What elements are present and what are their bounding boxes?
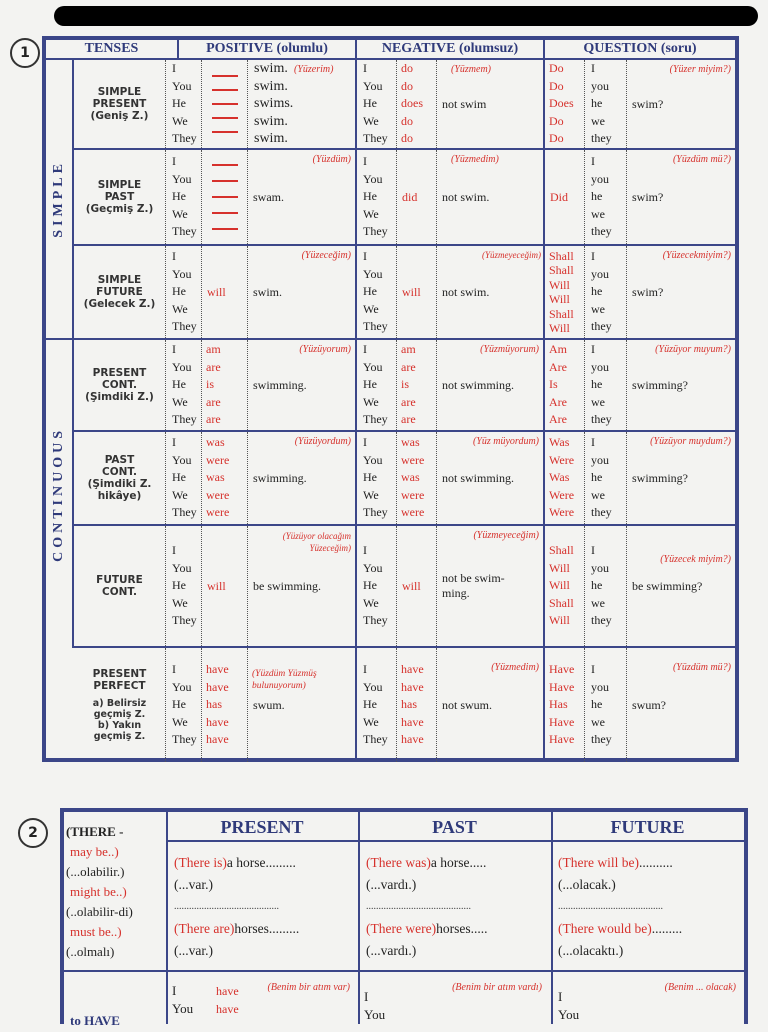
past-cell: (There was)a horse..... (...vardı.) .......................................... (There were)horses..... (...vardı.)	[366, 855, 488, 958]
pronouns: I You He We They	[166, 150, 202, 244]
neg-aux: have have has have have	[397, 648, 437, 762]
neg-verb: not swimming. (Yüz müyordum)	[437, 432, 545, 524]
tenses-table	[42, 36, 739, 762]
q-aux: Did	[545, 150, 585, 244]
there-table: PRESENT PAST FUTURE (THERE - may be..) (...olabilir.) might be..) (..olabilir-di) must be..) (..olmalı) (There is)a horse......... (...var.) .......................................... (There are)horses......... (...var.) (There was)a horse..... (...vardı.) .......................................... (There were)horses..... (...vardı.) (There will be).......... (...olacak.) .......................................... (There would be)......... (...olacaktı.) to HAVE I You have have (Benim bir atım var) I You (Benim bir atım vardı) I You (Benim ... olacak)	[60, 808, 748, 1024]
neg-pronouns: I You He We They	[357, 340, 397, 430]
row-simple-past	[74, 150, 735, 246]
q-verb: swimming? (Yüzüyor muydum?)	[632, 436, 731, 485]
tense-name: SIMPLE PAST (Geçmiş Z.)	[74, 150, 166, 244]
neg-pronouns: I You He We They	[357, 150, 397, 244]
header-tenses: TENSES	[46, 40, 179, 60]
pos-aux: am are is are are	[202, 340, 248, 430]
pronouns: I You He We They	[166, 246, 202, 338]
row-simple-future	[74, 246, 735, 340]
side-label-simple: SIMPLE	[46, 60, 74, 340]
side-label-continuous: CONTINUOUS	[46, 340, 74, 648]
redaction-bar	[54, 6, 758, 26]
pronouns: I You He We They	[166, 432, 202, 524]
positive-verb: swimming. (Yüzüyordum)	[248, 432, 357, 524]
to-have-label: to HAVE	[70, 1013, 120, 1028]
tense-name: SIMPLE PRESENT (Geniş Z.)	[74, 60, 166, 148]
section-number-1: 1	[10, 38, 40, 68]
neg-verb: not swim (Yüzmem)	[437, 60, 545, 148]
blank-dashes	[202, 60, 248, 148]
row-present-continuous	[74, 340, 735, 432]
pos-aux: have have has have have	[202, 648, 248, 762]
pronouns: I You He We They	[166, 60, 202, 148]
neg-verb: not be swim-ming. (Yüzmeyeceğim)	[437, 526, 545, 646]
col-divider	[166, 812, 168, 1024]
pronouns: I You He We They	[166, 648, 202, 762]
q-verb: be swimming? (Yüzecek miyim?)	[632, 554, 731, 593]
neg-pronouns: I You He We They	[357, 648, 397, 762]
q-aux: Have Have Has Have Have	[545, 648, 585, 762]
col-divider	[358, 812, 360, 1024]
q-aux: Shall Shall Will Will Shall Will	[545, 246, 585, 338]
future-cell: (There will be).......... (...olacak.) .......................................... (There would be)......... (...olacaktı.)	[558, 855, 683, 958]
neg-pronouns: I You He We They	[357, 432, 397, 524]
q-pronouns: I you he we they	[585, 340, 627, 430]
blank-dashes	[202, 150, 248, 244]
positive-verbs: swim. swim. swims. swim. swim. (Yüzerim)	[248, 60, 357, 148]
pos-aux: was were was were were	[202, 432, 248, 524]
q-aux: Do Do Does Do Do	[545, 60, 585, 148]
tense-name: PRESENT PERFECT a) Belirsiz geçmiş Z. b) Yakın geçmiş Z.	[46, 648, 166, 762]
neg-verb: not swimming. (Yüzmüyorum)	[437, 340, 545, 430]
header-question: QUESTION (soru)	[545, 40, 735, 60]
q-verb: swimming? (Yüzüyor muyum?)	[632, 344, 731, 392]
neg-verb: not swim. (Yüzmeyeceğim)	[437, 246, 545, 338]
header-negative: NEGATIVE (olumsuz)	[357, 40, 545, 60]
q-pronouns: I you he we they	[585, 432, 627, 524]
neg-aux: will	[397, 246, 437, 338]
row-present-perfect	[46, 648, 735, 762]
neg-pronouns: I You He We They	[357, 526, 397, 646]
col-divider	[551, 812, 553, 1024]
q-pronouns: I you he we they	[585, 246, 627, 338]
positive-verb: swam. (Yüzdüm)	[248, 150, 357, 244]
neg-aux: do do does do do	[397, 60, 437, 148]
header-past: PAST	[358, 812, 551, 842]
pos-aux: will	[202, 246, 248, 338]
q-aux: Am Are Is Are Are	[545, 340, 585, 430]
positive-verb: swim. (Yüzeceğim)	[248, 246, 357, 338]
header-future: FUTURE	[551, 812, 744, 842]
q-pronouns: I you he we they	[585, 648, 627, 762]
pos-aux: will	[202, 526, 248, 646]
tense-name: PRESENT CONT. (Şimdiki Z.)	[74, 340, 166, 430]
tense-name: FUTURE CONT.	[74, 526, 166, 646]
section-number-2: 2	[18, 818, 48, 848]
modal-column: (THERE - may be..) (...olabilir.) might be..) (..olabilir-di) must be..) (..olmalı)	[66, 824, 133, 959]
row-past-continuous	[74, 432, 735, 526]
positive-verb: swum. (Yüzdüm Yüzmüş bulunuyorum)	[248, 648, 357, 762]
q-pronouns: I you he we they	[585, 150, 627, 244]
positive-verb: be swimming. (Yüzüyor olacağım Yüzeceğim)	[248, 526, 357, 646]
header-present: PRESENT	[166, 812, 358, 842]
q-verb: swum? (Yüzdüm mü?)	[632, 662, 731, 712]
pronouns: I You He We They	[166, 526, 202, 646]
positive-verb: swimming. (Yüzüyorum)	[248, 340, 357, 430]
q-aux: Shall Will Will Shall Will	[545, 526, 585, 646]
neg-verb: not swim. (Yüzmedim)	[437, 150, 545, 244]
tense-name: PAST CONT. (Şimdiki Z. hikâye)	[74, 432, 166, 524]
tense-name: SIMPLE FUTURE (Gelecek Z.)	[74, 246, 166, 338]
header-positive: POSITIVE (olumlu)	[179, 40, 357, 60]
q-verb: swim? (Yüzecekmiyim?)	[632, 250, 731, 299]
neg-pronouns: I You He We They	[357, 246, 397, 338]
present-cell: (There is)a horse......... (...var.) .......................................... (There are)horses......... (...var.)	[174, 855, 300, 958]
neg-pronouns: I You He We They	[357, 60, 397, 148]
row-simple-present	[74, 60, 735, 150]
neg-aux: did	[397, 150, 437, 244]
row-future-continuous	[74, 526, 735, 648]
q-pronouns: I you he we they	[585, 526, 627, 646]
pronouns: I You He We They	[166, 340, 202, 430]
q-aux: Was Were Was Were Were	[545, 432, 585, 524]
neg-aux: was were was were were	[397, 432, 437, 524]
have-row-divider	[64, 970, 744, 972]
neg-verb: not swum. (Yüzmedim)	[437, 648, 545, 762]
q-pronouns: I you he we they	[585, 60, 627, 148]
neg-aux: will	[397, 526, 437, 646]
q-verb: swim? (Yüzdüm mü?)	[632, 154, 731, 204]
q-verb: swim? (Yüzer miyim?)	[632, 64, 731, 111]
neg-aux: am are is are are	[397, 340, 437, 430]
positive-gloss: (Yüzerim)	[294, 64, 334, 75]
